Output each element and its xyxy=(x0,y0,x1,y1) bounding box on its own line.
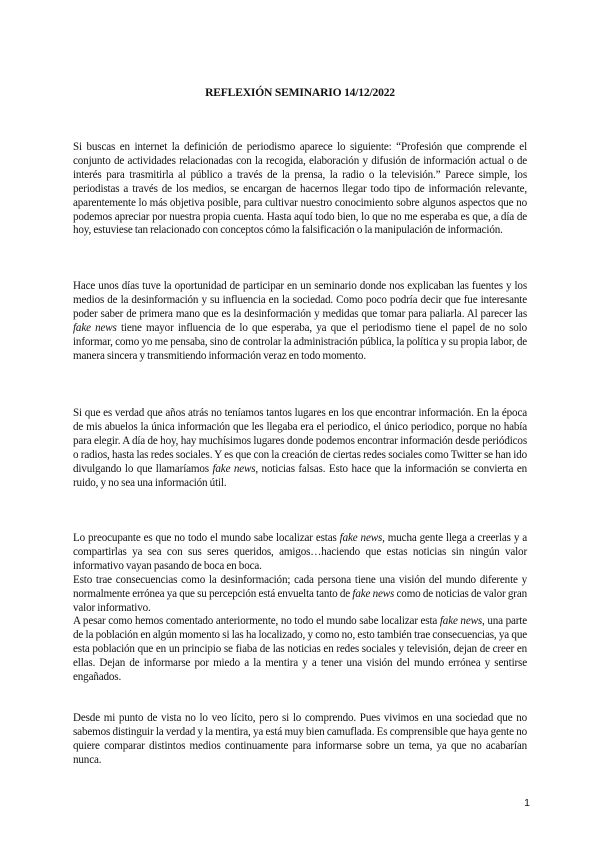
text-run: , una parte de la población en algún momento si las ha localizado, y como no, esto también trae consecuencias, ya que esta población que en un principio se fiaba de las noticias en redes sociales y televisión, dejan de creer en ellas. Dejan de informarse por miedo a la mentira y a tener una visión del mundo errónea y sentirse engañados. xyxy=(73,615,528,684)
paragraph-line xyxy=(73,574,527,616)
text-run: A pesar como hemos comentado anteriormente, no todo el mundo sabe localizar esta xyxy=(73,615,440,628)
italic-term: fake news xyxy=(352,587,395,600)
page-title: REFLEXIÓN SEMINARIO 14/12/2022 xyxy=(205,86,395,99)
paragraph-history xyxy=(73,407,527,490)
italic-term: fake news xyxy=(73,321,117,334)
paragraph-seminar xyxy=(73,280,527,363)
italic-term: fake news, xyxy=(212,462,259,475)
paragraph-line xyxy=(73,532,527,574)
paragraph-line xyxy=(73,615,527,685)
paragraph-text xyxy=(73,407,527,490)
text-run: noticias falsas. Esto hace que la información se convierta en ruido, y no sea una información útil. xyxy=(73,462,527,489)
paragraph-consequences xyxy=(73,532,527,685)
italic-term: fake news xyxy=(439,615,483,628)
text-run: tiene mayor influencia de lo que esperaba, ya que el periodismo tiene el papel de no solo informar, como yo me pensaba, sino de controlar la administración pública, la política y su propia labor, de manera sincera y transmitiendo información veraz en todo momento. xyxy=(73,321,527,362)
text-run: mucha gente llega a creerlas y a compartirlas ya sea con sus seres queridos, amigos…haciendo que estas noticias sin ningún valor informativo vayan pasando de boca en boca. xyxy=(73,532,527,572)
paragraph-definition xyxy=(73,141,527,238)
paragraph-text: Desde mi punto de vista no lo veo lícito, pero si lo comprendo. Pues vivimos en una sociedad que no sabemos distinguir la verdad y la mentira, ya está muy bien camuflada. Es comprensible que haya gente no quiere comparar distintos medios continuamente para informarse sobre un tema, ya que no acabarían nunca. xyxy=(73,712,527,766)
paragraph-text: Si buscas en internet la definición de periodismo aparece lo siguiente: “Profesión que comprende el conjunto de actividades relacionadas con la recogida, elaboración y difusión de información actual o de interés para trasmitirla al público a través de la prensa, la radio o la televisión.” Parece simple, los periodistas a través de los medios, se encargan de hacernos llegar todo tipo de información relevante, aparentemente lo más objetiva posible, para cultivar nuestro conocimiento sobre algunos aspectos que no podemos apreciar por nuestra propia cuenta. Hasta aquí todo bien, lo que no me esperaba es que, a día de hoy, estuviese tan relacionado con conceptos cómo la falsificación o la manipulación de información. xyxy=(73,141,527,237)
text-run: Esto trae consecuencias como la desinformación; cada persona tiene una visión del mundo diferente y normalmente errónea ya que su percepción está envuelta tanto de xyxy=(73,573,527,600)
text-run: Hace unos días tuve la oportunidad de participar en un seminario donde nos explicaban las fuentes y los medios de la desinformación y su influencia en la sociedad. Como poco podría decir que fue interesante poder saber de primera mano que es la desinformación y medidas que tomar para paliarla. Al parecer las xyxy=(73,280,527,320)
italic-term: fake news, xyxy=(339,532,385,544)
page-number: 1 xyxy=(524,797,530,809)
text-run: como de noticias de valor gran valor informativo. xyxy=(73,587,527,614)
text-run: Si que es verdad que años atrás no teníamos tantos lugares en los que encontrar información. En la época de mis abuelos la única información que les llegaba era el periodico, el único periodico, porque no había para elegir. A día de hoy, hay muchísimos lugares donde podemos encontrar información desde periódicos o radios, hasta las redes sociales. Y es que con la creación de ciertas redes sociales como Twitter se han ido divulgando lo que llamaríamos xyxy=(73,407,527,475)
paragraph-text xyxy=(73,280,527,363)
text-run: Lo preocupante es que no todo el mundo sabe localizar estas xyxy=(73,532,340,544)
paragraph-opinion xyxy=(73,712,527,768)
